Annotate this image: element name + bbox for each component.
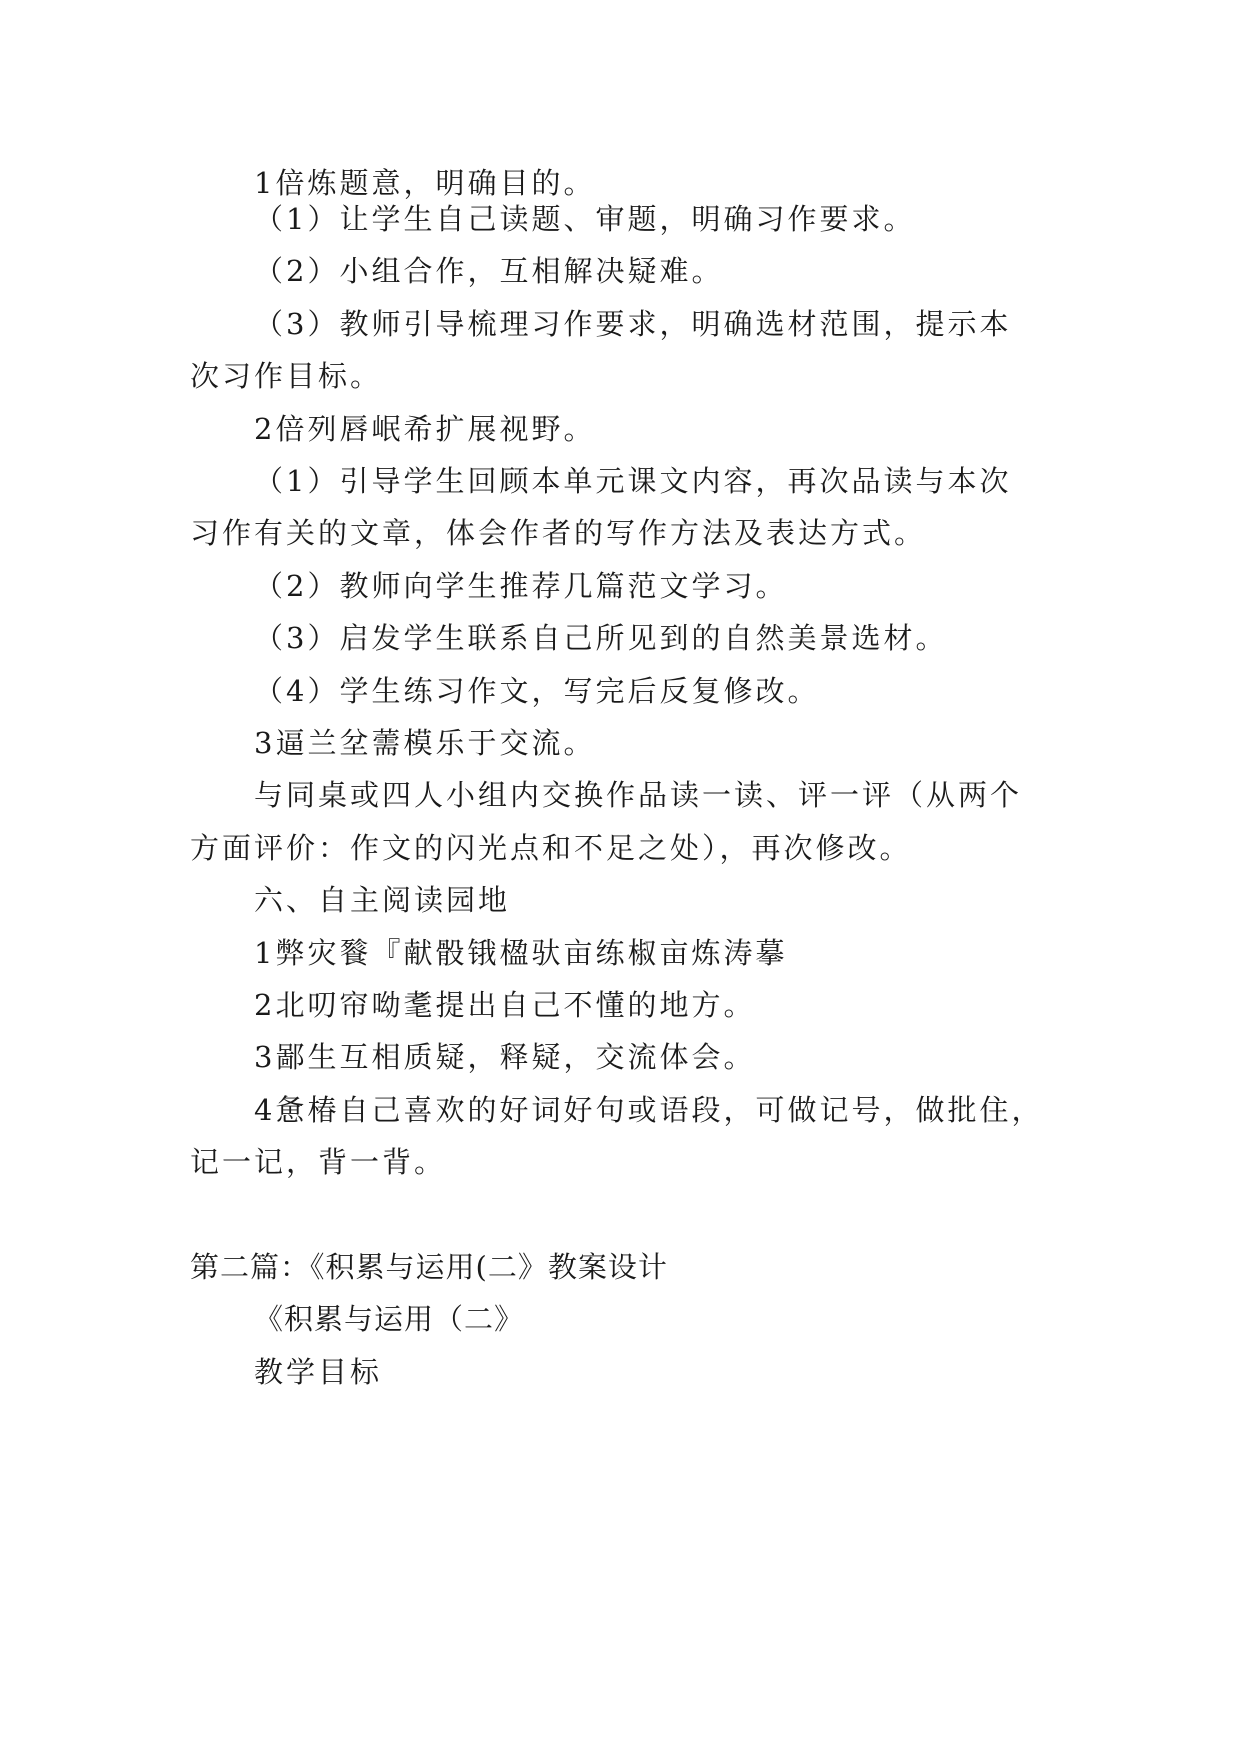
paragraph-step-2-1-cont: 习作有关的文章，体会作者的写作方法及表达方式。 bbox=[190, 516, 927, 550]
paragraph-step-1-3: （3）教师引导梳理习作要求，明确选材范围，提示本 bbox=[254, 307, 1012, 341]
paragraph-step-1-3-cont: 次习作目标。 bbox=[190, 359, 383, 393]
paragraph-step-1-2: （2）小组合作，互相解决疑难。 bbox=[254, 254, 724, 288]
paragraph-reading-3: 3鄙生互相质疑，释疑，交流体会。 bbox=[254, 1040, 756, 1074]
paragraph-step-2-4: （4）学生练习作文，写完后反复修改。 bbox=[254, 674, 820, 708]
paragraph-step-2-2: （2）教师向学生推荐几篇范文学习。 bbox=[254, 569, 788, 603]
paragraph-reading-4: 4惫椿自己喜欢的好词好句或语段，可做记号，做批住， bbox=[254, 1093, 1044, 1127]
paragraph-step-1-1: （1）让学生自己读题、审题，明确习作要求。 bbox=[254, 202, 916, 236]
paragraph-exchange: 与同桌或四人小组内交换作品读一读、评一评（从两个 bbox=[254, 778, 1023, 812]
section-heading-six: 六、自主阅读园地 bbox=[254, 883, 511, 917]
paragraph-step-1: 1倍炼题意，明确目的。 bbox=[254, 166, 596, 200]
teaching-goals-heading: 教学目标 bbox=[254, 1355, 383, 1389]
lesson-title: 《积累与运用（二》 bbox=[254, 1302, 525, 1336]
paragraph-reading-4-cont: 记一记，背一背。 bbox=[190, 1145, 447, 1179]
paragraph-step-2: 2倍列唇岷希扩展视野。 bbox=[254, 412, 596, 446]
part-title: 第二篇：《积累与运用(二》教案设计 bbox=[190, 1250, 668, 1284]
paragraph-exchange-cont: 方面评价：作文的闪光点和不足之处），再次修改。 bbox=[190, 831, 912, 865]
paragraph-reading-2: 2北叨帘呦耄提出自己不懂的地方。 bbox=[254, 988, 756, 1022]
paragraph-step-2-1: （1）引导学生回顾本单元课文内容，再次品读与本次 bbox=[254, 464, 1012, 498]
paragraph-reading-1: 1弊灾餮『献骰锇楹驮亩练椒亩炼涛摹 bbox=[254, 936, 788, 970]
paragraph-step-3: 3逼兰坌薷模乐于交流。 bbox=[254, 726, 596, 760]
paragraph-step-2-3: （3）启发学生联系自己所见到的自然美景选材。 bbox=[254, 621, 948, 655]
